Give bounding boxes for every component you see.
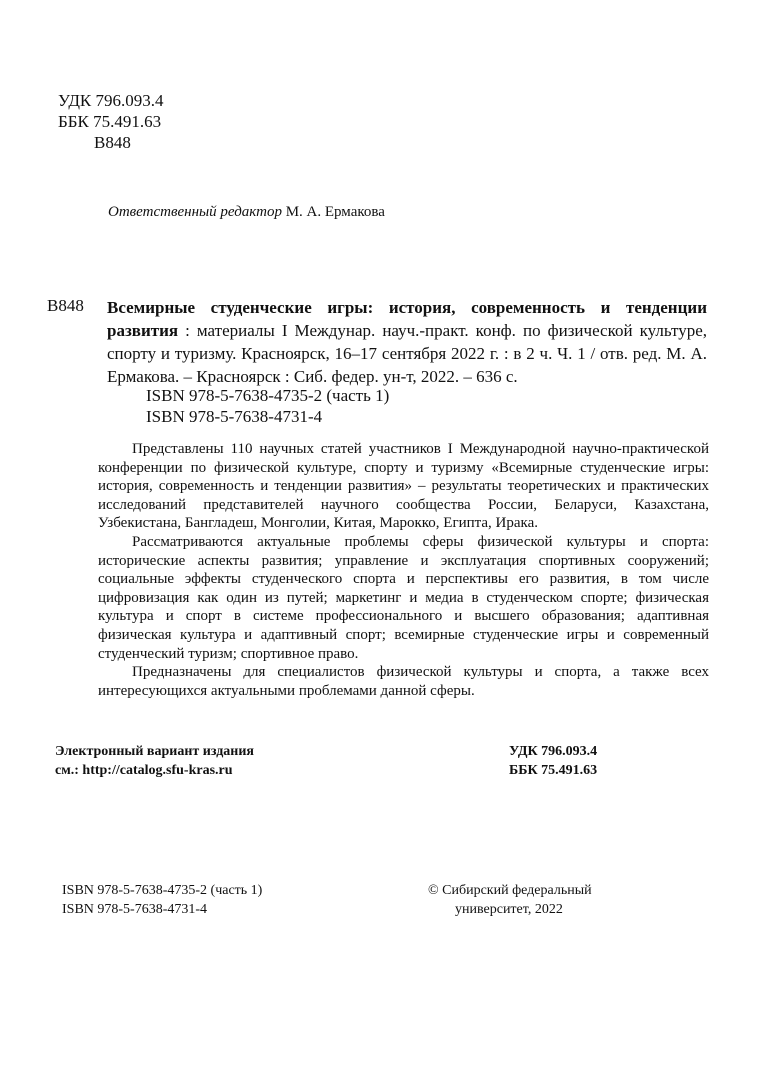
book-title: Всемирные студенческие игры: история, современность и тенденции развития bbox=[107, 298, 707, 340]
copyright-line-2: университет, 2022 bbox=[455, 902, 563, 917]
footer-isbn-set: ISBN 978-5-7638-4731-4 bbox=[62, 902, 208, 917]
abstract-paragraph-2: Рассматриваются актуальные проблемы сферы физической культуры и спорта: исторические аспекты развития; управление и эксплуатация спортивных сооружений; социальные эффекты студенческого спорта и перспективы его развития, в том числе цифровизация как один из путей; маркетинг и медиа в студенческом спорте; физическая культура и спорт в системе профессионального и высшего образования; адаптивная физическая культура и адаптивный спорт; всемирные студенческие игры и современный студенческий туризм; спортивное право. bbox=[98, 533, 709, 662]
udk-code-right: УДК 796.093.4 bbox=[509, 744, 598, 759]
footer-isbn bbox=[62, 881, 262, 919]
isbn-part1: ISBN 978-5-7638-4735-2 (часть 1) bbox=[146, 386, 390, 405]
electronic-version-note bbox=[55, 742, 254, 780]
responsible-editor bbox=[108, 204, 385, 221]
entry-code: В848 bbox=[47, 296, 84, 315]
footer-isbn-part1: ISBN 978-5-7638-4735-2 (часть 1) bbox=[62, 883, 263, 898]
electronic-line: Электронный вариант издания bbox=[55, 744, 254, 759]
bbk-code: ББК 75.491.63 bbox=[58, 112, 162, 131]
copyright bbox=[428, 881, 592, 919]
classification-codes-right bbox=[509, 742, 597, 780]
abstract-paragraph-1: Представлены 110 научных статей участников I Международной научно-практической конференции по физической культуре, спорту и туризму «Всемирные студенческие игры: история, современность и тенденции развития» – результаты теоретических и практических исследований представителей научного сообщества России, Беларуси, Казахстана, Узбекистана, Бангладеш, Монголии, Китая, Марокко, Египта, Ирака. bbox=[98, 441, 709, 532]
copyright-line-1: © Сибирский федеральный bbox=[428, 883, 592, 898]
author-mark: В848 bbox=[94, 133, 131, 152]
editor-name: М. А. Ермакова bbox=[285, 204, 385, 220]
bibliographic-entry bbox=[107, 296, 707, 388]
bbk-code-right: ББК 75.491.63 bbox=[509, 763, 598, 778]
abstract-paragraph-3: Предназначены для специалистов физической культуры и спорта, а также всех интересующихся актуальными проблемами данной сферы. bbox=[98, 664, 709, 699]
book-description: : материалы I Междунар. науч.-практ. конф. по физической культуре, спорту и туризму. Красноярск, 16–17 сентября 2022 г. : в 2 ч. Ч. 1 / отв. ред. М. А. Ермакова. – Красноярск : Сиб. федер. ун-т, 2022. – 636 с. bbox=[107, 321, 707, 386]
editor-role: Ответственный редактор bbox=[108, 204, 282, 220]
electronic-url[interactable]: см.: http://catalog.sfu-kras.ru bbox=[55, 763, 233, 778]
isbn-block bbox=[146, 385, 389, 427]
udk-code: УДК 796.093.4 bbox=[58, 91, 164, 110]
abstract bbox=[98, 440, 709, 700]
isbn-set: ISBN 978-5-7638-4731-4 bbox=[146, 407, 323, 426]
classification-codes bbox=[58, 90, 164, 153]
